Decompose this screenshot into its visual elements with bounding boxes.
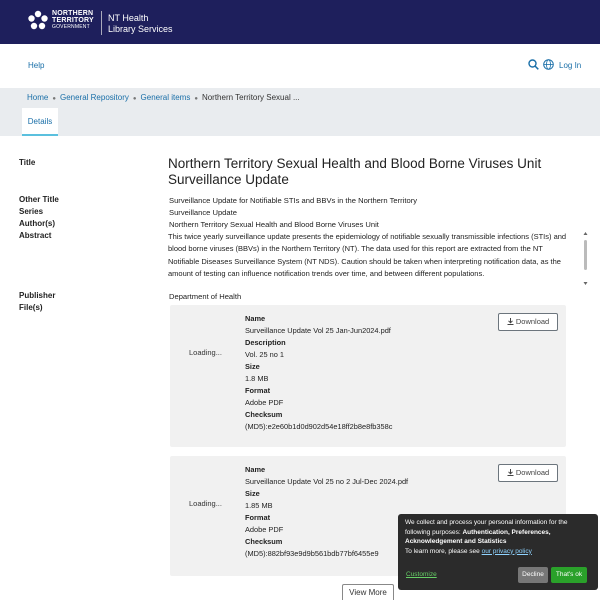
thumbnail-loading: Loading... bbox=[189, 499, 222, 508]
download-button[interactable] bbox=[498, 464, 558, 482]
breadcrumb bbox=[27, 93, 300, 102]
cookie-purposes: Authentication, Preferences, Acknowledgement and Statistics bbox=[405, 528, 551, 545]
other-title-label: Other Title bbox=[19, 195, 59, 204]
help-link[interactable]: Help bbox=[28, 61, 45, 70]
download-icon bbox=[507, 318, 514, 325]
file-card bbox=[170, 305, 566, 447]
file-format-label: Format bbox=[245, 513, 271, 522]
logo-text: NORTHERN TERRITORY GOVERNMENT bbox=[52, 10, 94, 31]
file-format-label: Format bbox=[245, 386, 271, 395]
cookie-message: We collect and process your personal information for the following purposes: Authentication, Preferences, Acknowledgement and Statistics bbox=[405, 519, 568, 545]
file-name-label: Name bbox=[245, 465, 266, 474]
file-name-label: Name bbox=[245, 314, 266, 323]
cookie-decline-button[interactable]: Decline bbox=[518, 567, 548, 583]
nt-government-logo[interactable] bbox=[27, 10, 94, 32]
site-title[interactable] bbox=[108, 13, 173, 35]
file-size-label: Size bbox=[245, 362, 260, 371]
download-label: Download bbox=[515, 468, 550, 477]
title-label: Title bbox=[19, 158, 36, 167]
tab-details[interactable]: Details bbox=[22, 108, 58, 136]
breadcrumb-general-items[interactable]: General items bbox=[140, 93, 191, 102]
file-metadata bbox=[245, 313, 392, 433]
breadcrumb-repository[interactable]: General Repository bbox=[59, 93, 129, 102]
view-more-button[interactable]: View More bbox=[342, 584, 394, 600]
breadcrumb-separator: ● bbox=[194, 96, 198, 102]
file-checksum-label: Checksum bbox=[245, 537, 283, 546]
cookie-accept-button[interactable]: That's ok bbox=[551, 567, 587, 583]
cookie-consent-banner bbox=[398, 514, 598, 590]
breadcrumb-separator: ● bbox=[132, 96, 137, 102]
header-divider bbox=[101, 11, 102, 35]
file-format: Adobe PDF bbox=[245, 525, 284, 534]
download-icon bbox=[507, 469, 514, 476]
site-title-line1: NT Health bbox=[108, 13, 149, 23]
publisher-label: Publisher bbox=[19, 291, 56, 300]
files-label: File(s) bbox=[19, 303, 43, 312]
authors-label: Author(s) bbox=[19, 219, 55, 228]
file-format: Adobe PDF bbox=[245, 398, 284, 407]
flower-logo-icon bbox=[27, 10, 49, 32]
file-checksum-label: Checksum bbox=[245, 410, 283, 419]
file-name: Surveillance Update Vol 25 no 2 Jul-Dec 2024.pdf bbox=[245, 477, 409, 486]
file-metadata bbox=[245, 464, 408, 560]
privacy-policy-link[interactable]: our privacy policy bbox=[481, 547, 532, 555]
language-globe-icon[interactable] bbox=[543, 59, 554, 70]
abstract-scroll-thumb[interactable] bbox=[584, 240, 587, 270]
series-label: Series bbox=[19, 207, 44, 216]
download-label: Download bbox=[515, 317, 550, 326]
item-title: Northern Territory Sexual Health and Blood Borne Viruses Unit Surveillance Update bbox=[168, 156, 542, 187]
login-link[interactable]: Log In bbox=[559, 61, 582, 70]
search-icon[interactable] bbox=[528, 59, 539, 70]
cookie-customize-link[interactable]: Customize bbox=[406, 571, 437, 578]
file-size: 1.8 MB bbox=[245, 374, 269, 383]
thumbnail-loading: Loading... bbox=[189, 348, 222, 357]
file-description-label: Description bbox=[245, 338, 286, 347]
other-title-value: Surveillance Update for Notifiable STIs and BBVs in the Northern Territory bbox=[169, 196, 418, 205]
file-description: Vol. 25 no 1 bbox=[245, 350, 285, 359]
site-header bbox=[0, 0, 600, 44]
publisher-value: Department of Health bbox=[169, 292, 242, 301]
file-checksum: (MD5):e2e60b1d0d902d54e18ff2b8e8fb358c bbox=[245, 422, 393, 431]
series-value[interactable]: Surveillance Update bbox=[169, 208, 237, 217]
breadcrumb-home[interactable]: Home bbox=[27, 93, 49, 102]
breadcrumb-bar bbox=[0, 88, 600, 136]
cookie-policy-line: To learn more, please see our privacy policy bbox=[405, 547, 532, 555]
authors-value[interactable]: Northern Territory Sexual Health and Blood Borne Viruses Unit bbox=[169, 220, 379, 229]
file-size-label: Size bbox=[245, 489, 260, 498]
abstract-text: This twice yearly surveillance update presents the epidemiology of notifiable sexually transmissible infections (STIs) and blood borne viruses (BBVs) in the Northern Territory (NT). The data used for this report are extracted from the NT Notifiable Diseases Surveillance System (NT NDS). Caution should be taken when interpreting notification data, as the amount of testing can influence notification trends over time, and between different populations. bbox=[168, 232, 567, 278]
breadcrumb-current: Northern Territory Sexual ... bbox=[201, 93, 300, 102]
abstract-label: Abstract bbox=[19, 231, 52, 240]
file-size: 1.85 MB bbox=[245, 501, 273, 510]
site-title-line2: Library Services bbox=[108, 24, 173, 34]
breadcrumb-separator: ● bbox=[52, 96, 56, 102]
file-name: Surveillance Update Vol 25 Jan-Jun2024.pdf bbox=[245, 326, 391, 335]
main-nav bbox=[0, 44, 600, 88]
file-checksum: (MD5):882bf93e9d9b561bdb77bf6455e9 bbox=[245, 549, 379, 558]
download-button[interactable] bbox=[498, 313, 558, 331]
